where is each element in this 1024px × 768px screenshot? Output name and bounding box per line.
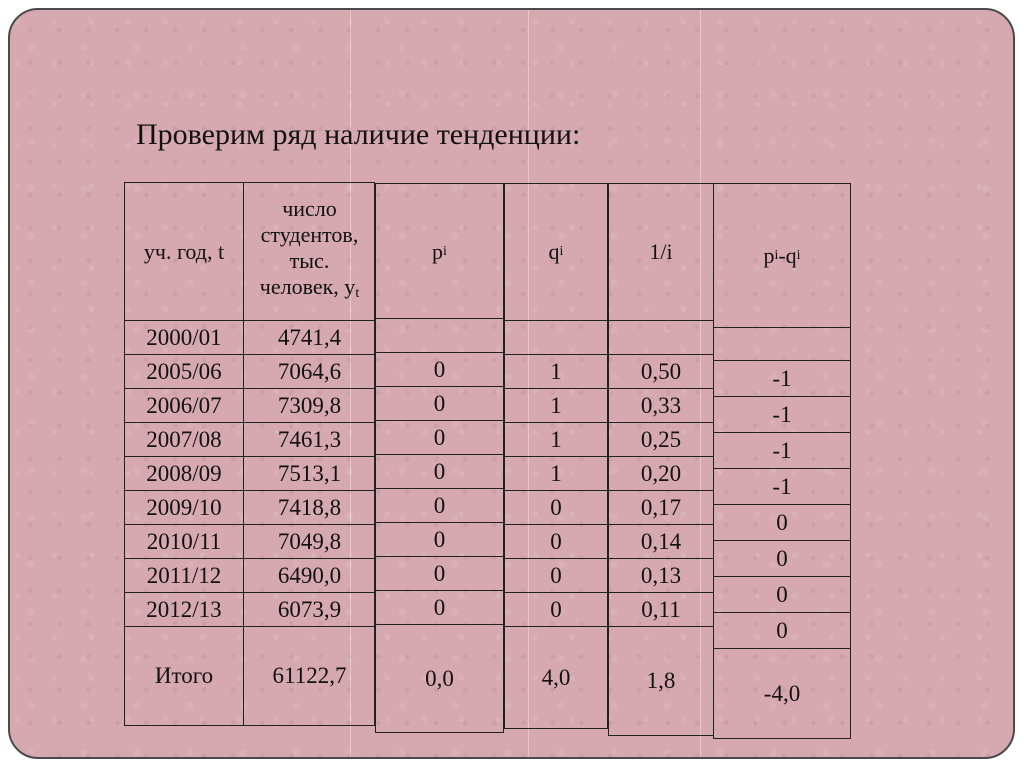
- cell-p: 0: [376, 420, 503, 454]
- header-students-line2: студентов,: [260, 222, 359, 247]
- cell-year: 2007/08: [125, 422, 243, 456]
- cell-p: 0: [376, 386, 503, 420]
- cell-pq: -1: [714, 468, 850, 504]
- cell-inv: 0,14: [609, 524, 713, 558]
- cell-inv: 0,17: [609, 490, 713, 524]
- cell-total-inv: 1,8: [609, 626, 713, 735]
- header-pq: p i -q i: [763, 242, 801, 268]
- cell-inv: 0,13: [609, 558, 713, 592]
- cell-students: 6073,9: [244, 592, 375, 626]
- header-students-line1: число: [282, 196, 337, 221]
- cell-pq: [714, 327, 850, 360]
- header-students: [244, 183, 375, 320]
- cell-pq: 0: [714, 612, 850, 648]
- cell-total-students: 61122,7: [244, 626, 375, 725]
- header-q: q i: [548, 239, 564, 264]
- cell-p: 0: [376, 352, 503, 386]
- cell-students: 7064,6: [244, 354, 375, 388]
- cell-inv: 0,50: [609, 354, 713, 388]
- cell-pq: -1: [714, 432, 850, 468]
- header-year: уч. год, t: [143, 238, 225, 264]
- cell-inv: [609, 320, 713, 354]
- cell-pq: 0: [714, 540, 850, 576]
- cell-students: 7418,8: [244, 490, 375, 524]
- cell-q: 1: [505, 388, 607, 422]
- table-block-inv: [608, 183, 714, 736]
- cell-inv: 0,33: [609, 388, 713, 422]
- cell-pq: -1: [714, 360, 850, 396]
- cell-students: 4741,4: [244, 320, 375, 354]
- cell-inv: 0,20: [609, 456, 713, 490]
- cell-year: 2005/06: [125, 354, 243, 388]
- cell-students: 7461,3: [244, 422, 375, 456]
- table-block-pq: [713, 183, 851, 739]
- cell-inv: 0,25: [609, 422, 713, 456]
- cell-year: 2009/10: [125, 490, 243, 524]
- cell-p: 0: [376, 488, 503, 522]
- cell-q: 1: [505, 422, 607, 456]
- cell-total-q: 4,0: [505, 626, 607, 728]
- cell-inv: 0,11: [609, 592, 713, 626]
- cell-year: 2008/09: [125, 456, 243, 490]
- cell-students: 7513,1: [244, 456, 375, 490]
- cell-year: 2010/11: [125, 524, 243, 558]
- table-block-years-students: [124, 182, 375, 726]
- header-inv: 1/i: [649, 239, 673, 264]
- cell-q: 1: [505, 456, 607, 490]
- header-p: p i: [432, 239, 447, 264]
- slide-title: Проверим ряд наличие тенденции:: [136, 118, 581, 151]
- cell-students: 7309,8: [244, 388, 375, 422]
- cell-total-label: Итого: [125, 626, 243, 725]
- cell-year: 2011/12: [125, 558, 243, 592]
- header-students-line3: тыс.: [289, 248, 330, 273]
- cell-q: 0: [505, 524, 607, 558]
- cell-p: 0: [376, 590, 503, 624]
- cell-p: 0: [376, 454, 503, 488]
- cell-year: 2000/01: [125, 320, 243, 354]
- cell-total-p: 0,0: [376, 624, 503, 732]
- cell-year: 2012/13: [125, 592, 243, 626]
- cell-pq: -1: [714, 396, 850, 432]
- cell-q: 0: [505, 558, 607, 592]
- cell-total-pq: -4,0: [714, 648, 850, 738]
- cell-q: 0: [505, 592, 607, 626]
- cell-students: 6490,0: [244, 558, 375, 592]
- cell-p: 0: [376, 522, 503, 556]
- cell-pq: 0: [714, 504, 850, 540]
- cell-q: 0: [505, 490, 607, 524]
- table-block-q: [504, 183, 608, 729]
- cell-year: 2006/07: [125, 388, 243, 422]
- cell-p: [376, 318, 503, 352]
- cell-students: 7049,8: [244, 524, 375, 558]
- cell-q: [505, 320, 607, 354]
- cell-p: 0: [376, 556, 503, 590]
- cell-pq: 0: [714, 576, 850, 612]
- table-block-p: [375, 183, 504, 733]
- cell-q: 1: [505, 354, 607, 388]
- header-students-line4: человек, $y_t$: [259, 274, 360, 301]
